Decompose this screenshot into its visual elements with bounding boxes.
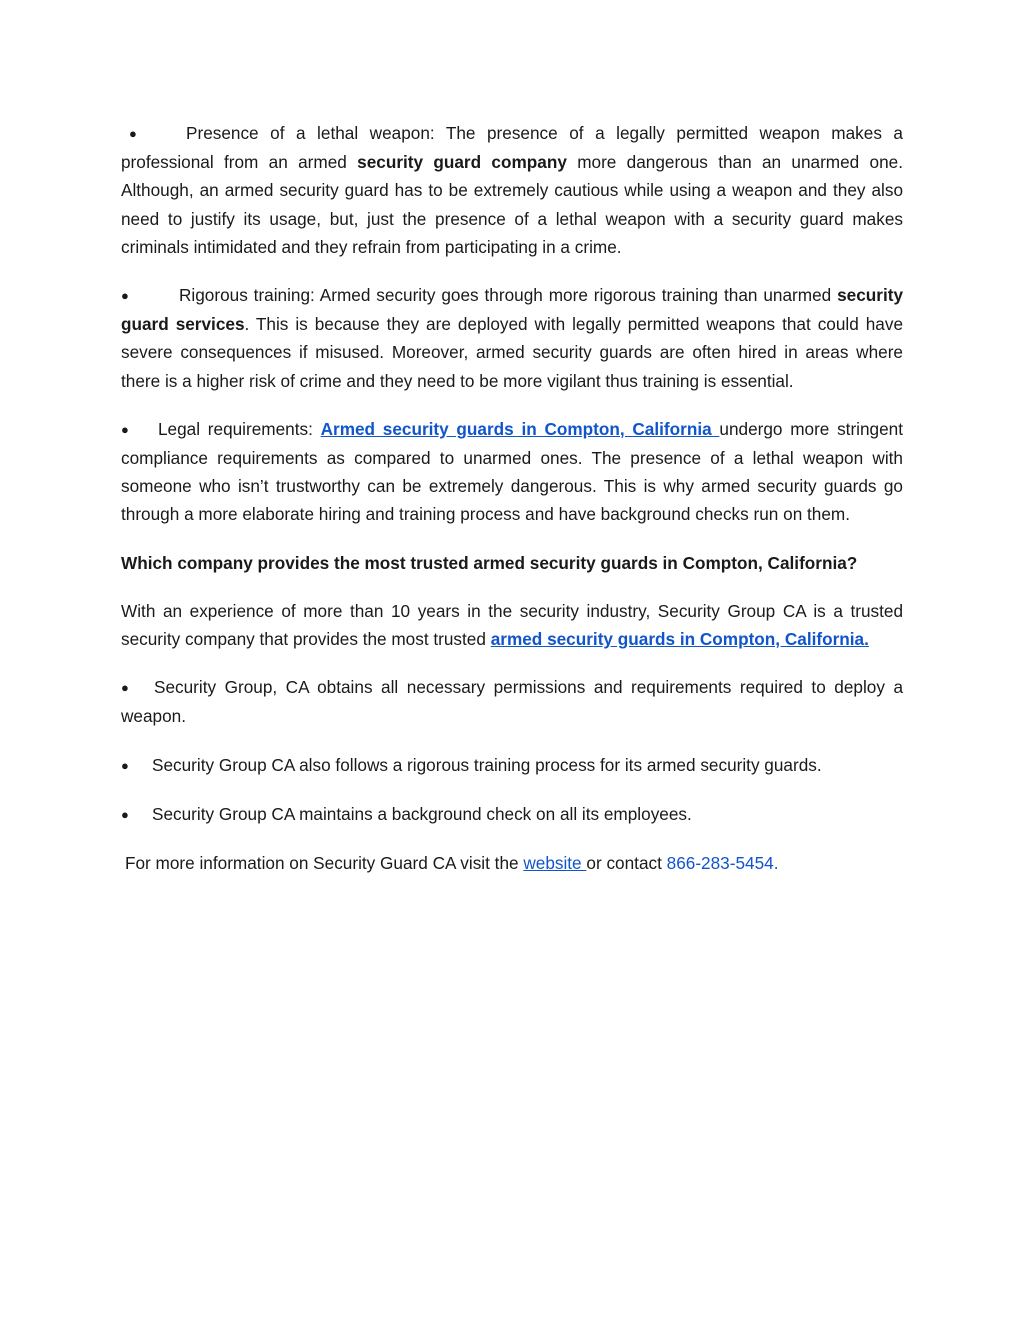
bullet-icon: ● [121, 288, 129, 304]
closing-text: or contact [586, 853, 667, 874]
bullet-icon: ● [129, 126, 137, 141]
paragraph-text: With an experience of more than 10 years in the security industry, Security Group CA is a trusted security company that provides the most trusted [121, 600, 903, 650]
closing-text: For more information on Security Guard CA visit the [125, 853, 524, 874]
paragraph-experience [121, 597, 903, 653]
website-link[interactable]: website [523, 853, 587, 874]
section-heading: Which company provides the most trusted armed security guards in Compton, California? [121, 552, 858, 573]
bold-phrase: security guard company [357, 152, 567, 173]
phone-number: 866-283-5454. [666, 853, 779, 874]
paragraph-legal-requirements [121, 415, 903, 529]
bullet-item-training [121, 751, 903, 780]
bullet-icon: ● [121, 421, 129, 437]
paragraph-text: . This is because they are deployed with legally permitted weapons that could have severe consequences if misused. Moreover, armed security guards are often hired in areas where there is a higher risk of crime and they need to be more vigilant thus training is essential. [121, 314, 903, 391]
paragraph-text: Rigorous training: Armed security goes through more rigorous training than unarmed [179, 285, 838, 306]
bullet-icon: ● [121, 757, 129, 773]
paragraph-text: Presence of a lethal weapon: The presence of a legally permitted weapon makes a professional from an armed [121, 123, 903, 173]
paragraph-text: Legal requirements: [158, 418, 321, 439]
paragraph-text: undergo more stringent compliance requirements as compared to unarmed ones. The presence of a lethal weapon with someone who isn’t trustworthy can be extremely dangerous. This is why armed security guards go through a more elaborate hiring and training process and have background checks run on them. [121, 418, 904, 525]
document-page [121, 119, 903, 877]
bold-phrase: security guard services [121, 285, 903, 335]
paragraph-text: more dangerous than an unarmed one. Although, an armed security guard has to be extremely cautious while using a weapon and they also need to justify its usage, but, just the presence of a lethal weapon with a security guard makes criminals intimidated and they refrain from participating in a crime. [121, 152, 903, 257]
bullet-text: Security Group CA also follows a rigorous training process for its armed security guards. [152, 754, 822, 775]
bullet-text: Security Group, CA obtains all necessary permissions and requirements required to deploy a weapon. [121, 677, 903, 727]
armed-guards-compton-link[interactable]: Armed security guards in Compton, California [320, 418, 720, 439]
bullet-text: Security Group CA maintains a background check on all its employees. [152, 803, 692, 824]
closing-paragraph [121, 849, 903, 877]
bullet-item-permissions [121, 673, 903, 730]
bullet-item-background-check [121, 800, 903, 829]
bullet-icon: ● [121, 806, 129, 822]
bullet-icon: ● [121, 680, 129, 696]
paragraph-rigorous-training [121, 281, 903, 395]
armed-guards-compton-link-2[interactable]: armed security guards in Compton, California. [490, 629, 869, 650]
paragraph-lethal-weapon [121, 119, 903, 261]
